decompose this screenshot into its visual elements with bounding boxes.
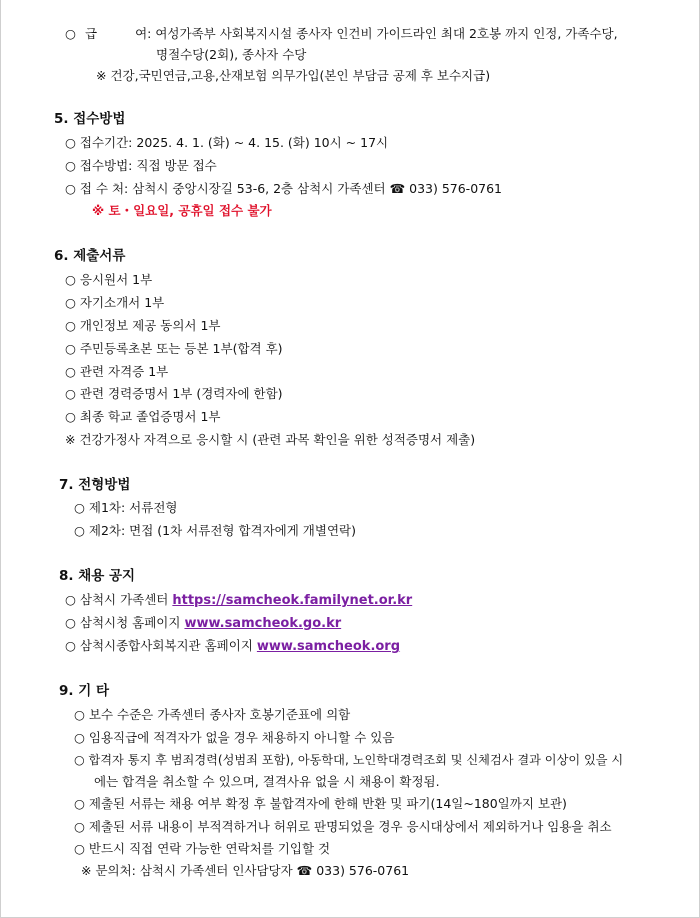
section-8-title: 8. 채용 공지: [59, 568, 136, 584]
misc-item: ○ 반드시 직접 연락 가능한 연락처를 기입할 것: [74, 841, 331, 856]
salary-text-2: 명절수당(2회), 종사자 수당: [156, 47, 307, 62]
welfare-center-link[interactable]: www.samcheok.org: [256, 639, 401, 654]
screening-step: ○ 제2차: 면접 (1차 서류전형 합격자에게 개별연락): [74, 523, 356, 538]
salary-text-1: 여성가족부 사회복지시설 종사자 인건비 가이드라인 최대 2호봉 까지 인정, 가족수당,: [155, 26, 618, 41]
doc-note: ※ 건강가정사 자격으로 응시할 시 (관련 과목 확인을 위한 성적증명서 제출): [65, 432, 476, 447]
doc-item: ○ 관련 경력증명서 1부 (경력자에 한함): [65, 386, 283, 401]
section-7-title: 7. 전형방법: [59, 477, 131, 493]
notice-label: ○ 삼척시청 홈페이지: [65, 615, 185, 630]
section-5-title: 5. 접수방법: [54, 111, 126, 127]
section-6-title: 6. 제출서류: [54, 248, 126, 264]
contact-note: ※ 문의처: 삼척시 가족센터 인사담당자 ☎ 033) 576-0761: [81, 863, 410, 878]
reception-place: ○ 접 수 처: 삼척시 중앙시장길 53-6, 2층 삼척시 가족센터 ☎ 033) 576-0761: [65, 181, 503, 196]
misc-item: ○ 제출된 서류 내용이 부적격하거나 허위로 판명되었을 경우 응시대상에서 제외하거나 임용을 취소: [74, 819, 612, 834]
misc-item: ○ 임용직급에 적격자가 없을 경우 채용하지 아니할 수 있음: [74, 730, 395, 745]
reception-period: ○ 접수기간: 2025. 4. 1. (화) ~ 4. 15. (화) 10시 ~ 17시: [65, 135, 389, 150]
salary-line-1: [65, 26, 618, 42]
weekend-closed-note: ※ 토・일요일, 공휴일 접수 불가: [92, 203, 272, 218]
notice-label: ○ 삼척시 가족센터: [65, 592, 173, 607]
salary-label: 급: [85, 26, 98, 41]
doc-item: ○ 응시원서 1부: [65, 272, 153, 287]
misc-item-continued: 에는 합격을 취소할 수 있으며, 결격사유 없을 시 채용이 확정됨.: [94, 774, 440, 789]
city-hall-link[interactable]: www.samcheok.go.kr: [184, 616, 342, 631]
reception-method: ○ 접수방법: 직접 방문 접수: [65, 158, 217, 173]
misc-item: ○ 합격자 통지 후 범죄경력(성범죄 포함), 아동학대, 노인학대경력조회 및 신체검사 결과 이상이 있을 시: [74, 753, 624, 767]
notice-item: [65, 638, 400, 655]
misc-item: ○ 보수 수준은 가족센터 종사자 호봉기준표에 의함: [74, 707, 351, 722]
salary-label-suffix: 여:: [135, 26, 152, 41]
notice-item: [65, 615, 341, 632]
misc-item: ○ 제출된 서류는 채용 여부 확정 후 불합격자에 한해 반환 및 파기(14일~180일까지 보관): [74, 796, 567, 811]
notice-item: [65, 592, 412, 609]
screening-step: ○ 제1차: 서류전형: [74, 500, 178, 515]
insurance-note: ※ 건강,국민연금,고용,산재보험 의무가입(본인 부담금 공제 후 보수지급): [96, 68, 491, 83]
section-9-title: 9. 기 타: [59, 683, 110, 699]
doc-item: ○ 최종 학교 졸업증명서 1부: [65, 409, 221, 424]
doc-item: ○ 주민등록초본 또는 등본 1부(합격 후): [65, 341, 283, 356]
bullet: ○: [65, 26, 76, 41]
doc-item: ○ 관련 자격증 1부: [65, 364, 169, 379]
family-center-link[interactable]: https://samcheok.familynet.or.kr: [172, 593, 413, 608]
notice-label: ○ 삼척시종합사회복지관 홈페이지: [65, 638, 257, 653]
doc-item: ○ 개인정보 제공 동의서 1부: [65, 318, 221, 333]
doc-item: ○ 자기소개서 1부: [65, 295, 165, 310]
